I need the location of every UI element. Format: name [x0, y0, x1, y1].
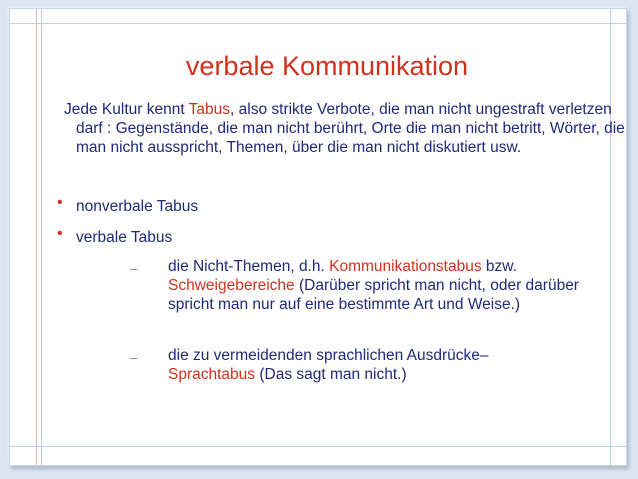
- sub2-text-a: die zu vermeidenden sprachlichen Ausdrücke–: [168, 347, 489, 364]
- dash-marker-1: –: [130, 261, 138, 276]
- bullet-marker-2: •: [57, 225, 63, 242]
- frame-line-top: [10, 23, 626, 24]
- intro-text-2: , also strikte Verbote, die man nicht ungestraft verletzen darf : Gegenstände, die man nicht berührt, Orte die man nicht betritt, Wörter, die man nicht ausspricht, Themen, über die man nicht diskutiert usw.: [76, 101, 625, 156]
- bullet-item-verbal: verbale Tabus: [76, 229, 173, 246]
- intro-text-1: Jede Kultur kennt: [64, 101, 189, 118]
- sub-item-sprachtabus: [168, 346, 588, 384]
- sub1-highlight-kommunikationstabus: Kommunikationstabus: [329, 258, 482, 275]
- sub1-highlight-schweigebereiche: Schweigebereiche: [168, 277, 295, 294]
- intro-highlight-tabus: Tabus: [188, 101, 231, 118]
- sub1-text-a: die Nicht-Themen, d.h.: [168, 258, 330, 275]
- bullet-marker-1: •: [57, 194, 63, 211]
- dash-marker-2: –: [130, 350, 138, 365]
- frame-line-bottom: [10, 446, 626, 447]
- sub-item-nicht-themen: [168, 257, 588, 314]
- sub2-text-b: (Das sagt man nicht.): [255, 366, 407, 383]
- sub1-text-c: (Darüber spricht man nicht, oder darüber spricht man nur auf eine bestimmte Art und Weise.): [168, 277, 579, 313]
- bullet-item-nonverbal: nonverbale Tabus: [76, 198, 199, 215]
- intro-paragraph: [64, 100, 636, 157]
- sub1-text-b: bzw.: [481, 258, 517, 275]
- slide: [9, 8, 627, 466]
- sub2-highlight-sprachtabus: Sprachtabus: [168, 366, 256, 383]
- slide-title: verbale Kommunikation: [185, 51, 469, 81]
